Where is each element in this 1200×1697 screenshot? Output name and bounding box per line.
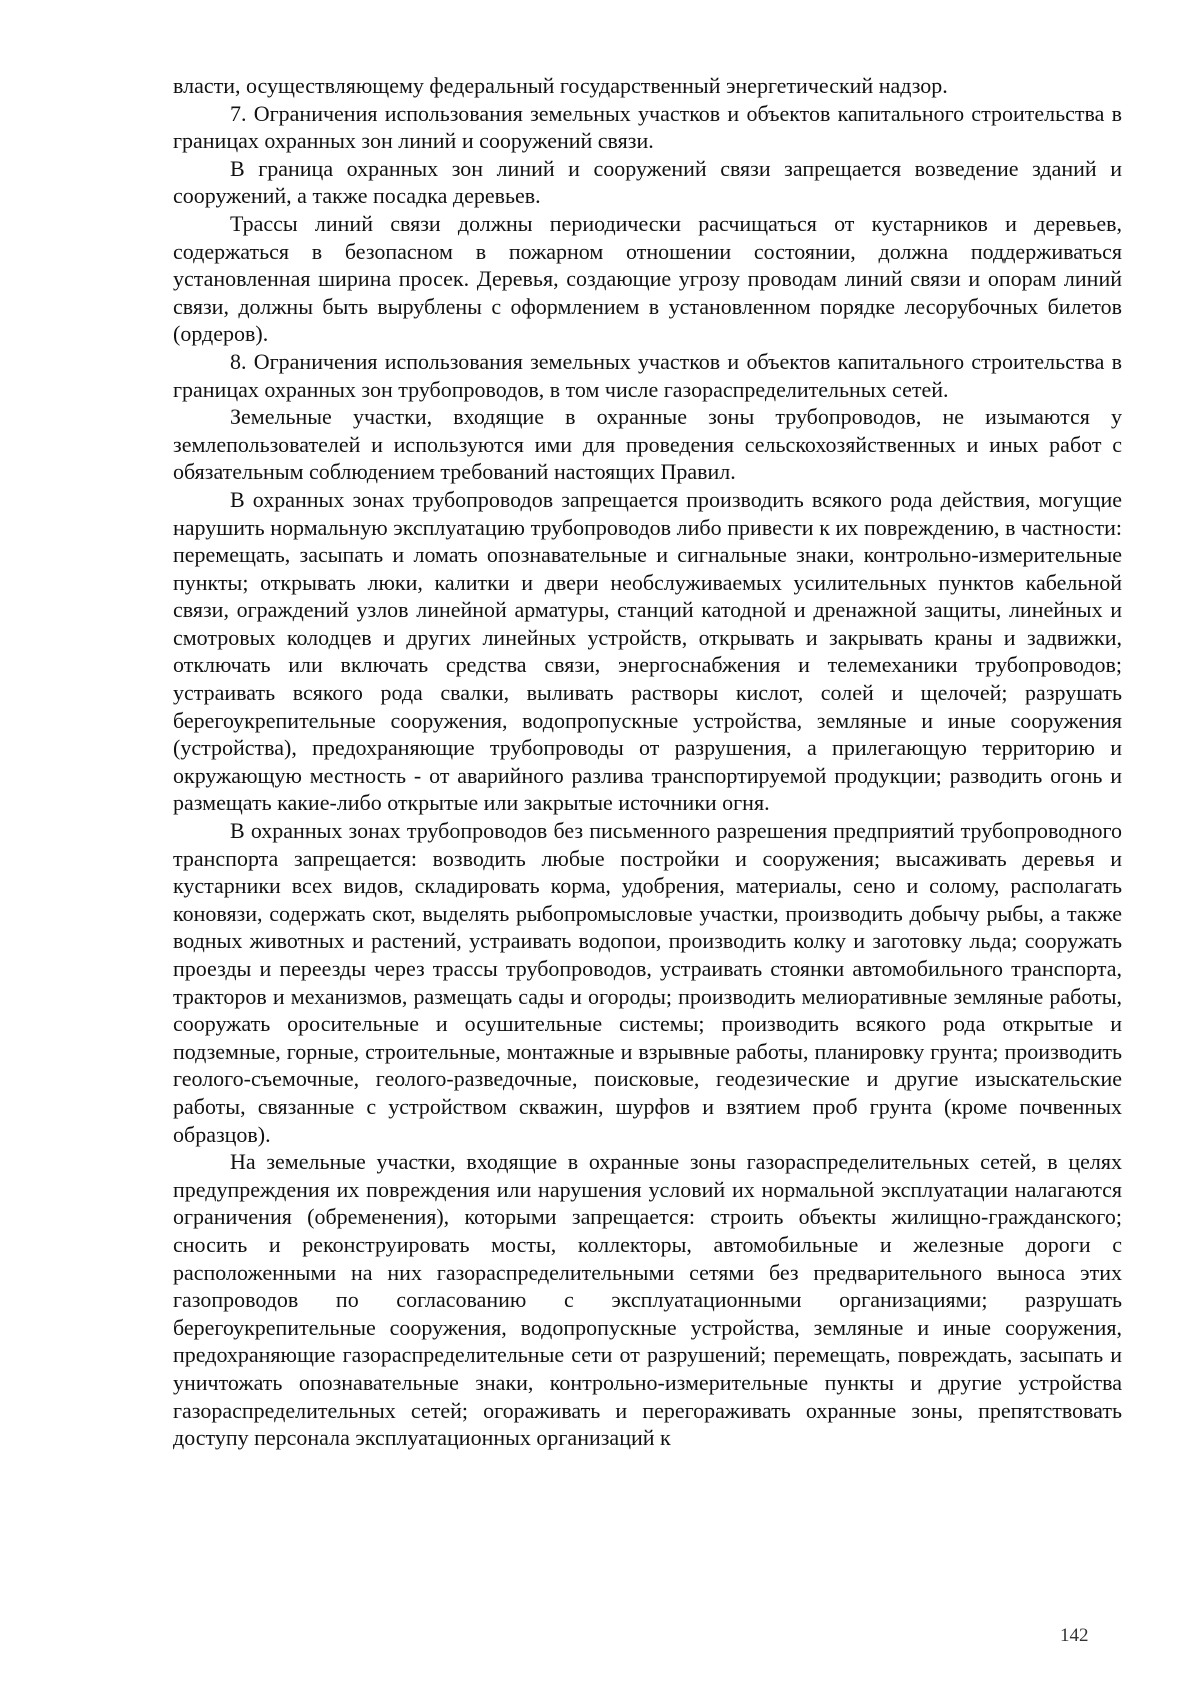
paragraph-pipeline-prohibited-actions: В охранных зонах трубопроводов запрещается производить всякого рода действия, могущие нарушить нормальную эксплуатацию трубопроводов либо привести к их повреждению, в частности: перемещать, засыпать и ломать опознавательные и сигнальные знаки, контрольно-измерительные пункты; открывать люки, калитки и двери необслуживаемых усилительных пунктов кабельной связи, ограждений узлов линейной арматуры, станций катодной и дренажной защиты, линейных и смотровых колодцев и других линейных устройств, открывать и закрывать краны и задвижки, отключать или включать средства связи, энергоснабжения и телемеханики трубопроводов; устраивать всякого рода свалки, выливать растворы кислот, солей и щелочей; разрушать берегоукрепительные сооружения, водопропускные устройства, земляные и иные сооружения (устройства), предохраняющие трубопроводы от разрушения, а прилегающую территорию и окружающую местность - от аварийного разлива транспортируемой продукции; разводить огонь и размещать какие-либо открытые или закрытые источники огня. bbox=[173, 486, 1122, 816]
page-number: 142 bbox=[1060, 1625, 1089, 1646]
paragraph-continuation: власти, осуществляющему федеральный государственный энергетический надзор. bbox=[173, 73, 948, 98]
paragraph-section-7-heading: 7. Ограничения использования земельных участков и объектов капитального строительства в границах охранных зон линий и сооружений связи. bbox=[173, 100, 1122, 154]
paragraph-communication-zones-ban: В граница охранных зон линий и сооружений связи запрещается возведение зданий и сооружений, а также посадка деревьев. bbox=[173, 155, 1122, 209]
paragraph-gas-network-restrictions: На земельные участки, входящие в охранные зоны газораспределительных сетей, в целях предупреждения их повреждения или нарушения условий их нормальной эксплуатации налагаются ограничения (обременения), которыми запрещается: строить объекты жилищно-гражданского; сносить и реконструировать мосты, коллекторы, автомобильные и железные дороги с расположенными на них газораспределительными сетями без предварительного выноса этих газопроводов по согласованию с эксплуатационными организациями; разрушать берегоукрепительные сооружения, водопропускные устройства, земляные и иные сооружения, предохраняющие газораспределительные сети от разрушений; перемещать, повреждать, засыпать и уничтожать опознавательные знаки, контрольно-измерительные пункты и другие устройства газораспределительных сетей; огораживать и перегораживать охранные зоны, препятствовать доступу персонала эксплуатационных организаций к bbox=[173, 1149, 1122, 1451]
paragraph-pipeline-permission-required: В охранных зонах трубопроводов без письменного разрешения предприятий трубопроводного транспорта запрещается: возводить любые постройки и сооружения; высаживать деревья и кустарники всех видов, складировать корма, удобрения, материалы, сено и солому, располагать коновязи, содержать скот, выделять рыбопромысловые участки, производить добычу рыбы, а также водных животных и растений, устраивать водопои, производить колку и заготовку льда; сооружать проезды и переезды через трассы трубопроводов, устраивать стоянки автомобильного транспорта, тракторов и механизмов, размещать сады и огороды; производить мелиоративные земляные работы, сооружать оросительные и осушительные системы; производить всякого рода открытые и подземные, горные, строительные, монтажные и взрывные работы, планировку грунта; производить геолого-съемочные, геолого-разведочные, поисковые, геодезические и другие изыскательские работы, связанные с устройством скважин, шурфов и взятием проб грунта (кроме почвенных образцов). bbox=[173, 818, 1122, 1147]
paragraph-section-8-heading: 8. Ограничения использования земельных участков и объектов капитального строительства в границах охранных зон трубопроводов, в том числе газораспределительных сетей. bbox=[173, 348, 1122, 402]
paragraph-communication-routes: Трассы линий связи должны периодически расчищаться от кустарников и деревьев, содержаться в безопасном в пожарном отношении состоянии, должна поддерживаться установленная ширина просек. Деревья, создающие угрозу проводам линий связи и опорам линий связи, должны быть вырублены с оформлением в установленном порядке лесорубочных билетов (ордеров). bbox=[173, 210, 1122, 347]
document-page bbox=[173, 72, 1122, 1452]
paragraph-pipeline-land-use: Земельные участки, входящие в охранные зоны трубопроводов, не изымаются у землепользователей и используются ими для проведения сельскохозяйственных и иных работ с обязательным соблюдением требований настоящих Правил. bbox=[173, 404, 1122, 485]
